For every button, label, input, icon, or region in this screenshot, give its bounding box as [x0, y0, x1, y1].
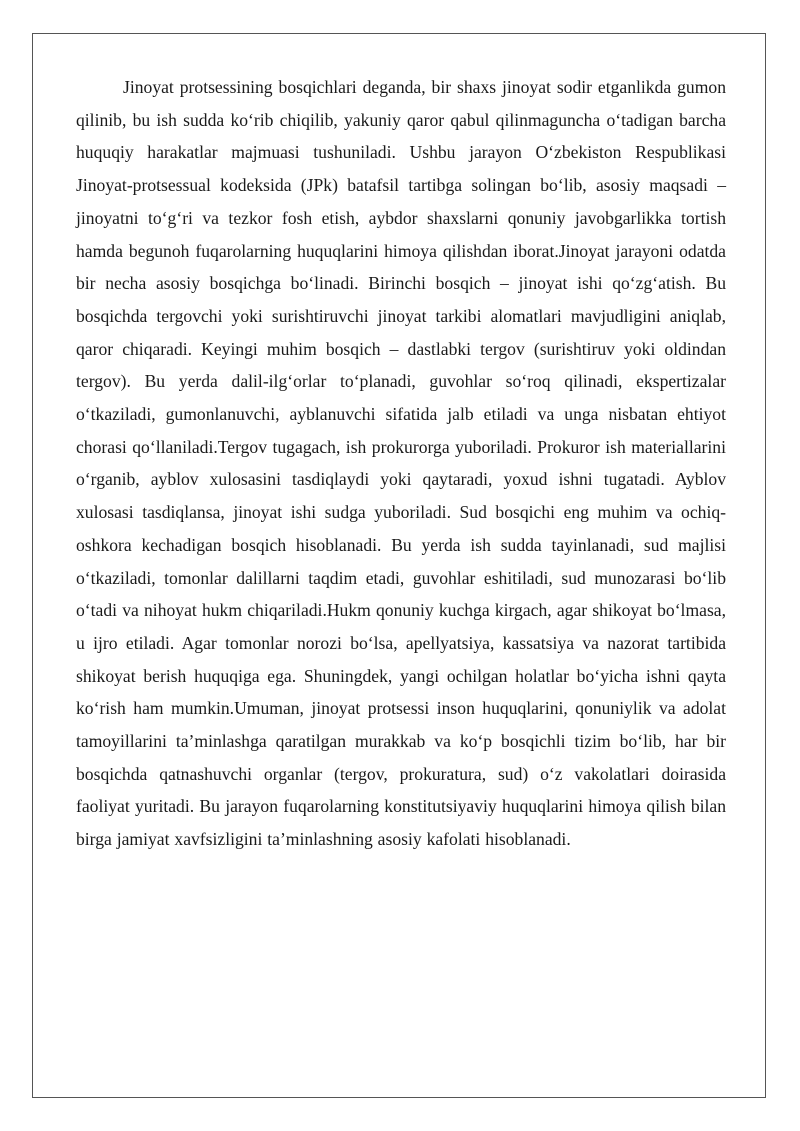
- body-paragraph: Jinoyat protsessining bosqichlari deganda, bir shaxs jinoyat sodir etganlikda gumon qilinib, bu ish sudda ko‘rib chiqilib, yakuniy qaror qabul qilinmaguncha o‘tadigan barcha huquqiy harakatlar majmuasi tushuniladi. Ushbu jarayon O‘zbekiston Respublikasi Jinoyat-protsessual kodeksida (JPk) batafsil tartibga solingan bo‘lib, asosiy maqsadi – jinoyatni to‘g‘ri va tezkor fosh etish, aybdor shaxslarni qonuniy javobgarlikka tortish hamda begunoh fuqarolarning huquqlarini himoya qilishdan iborat.Jinoyat jarayoni odatda bir necha asosiy bosqichga bo‘linadi. Birinchi bosqich – jinoyat ishi qo‘zg‘atish. Bu bosqichda tergovchi yoki surishtiruvchi jinoyat tarkibi alomatlari mavjudligini aniqlab, qaror chiqaradi. Keyingi muhim bosqich – dastlabki tergov (surishtiruv yoki oldindan tergov). Bu yerda dalil-ilg‘orlar to‘planadi, guvohlar so‘roq qilinadi, ekspertizalar o‘tkaziladi, gumonlanuvchi, ayblanuvchi sifatida jalb etiladi va unga nisbatan ehtiyot chorasi qo‘llaniladi.Tergov tugagach, ish prokurorga yuboriladi. Prokuror ish materiallarini o‘rganib, ayblov xulosasini tasdiqlaydi yoki qaytaradi, yoxud ishni tugatadi. Ayblov xulosasi tasdiqlansa, jinoyat ishi sudga yuboriladi. Sud bosqichi eng muhim va ochiq-oshkora kechadigan bosqich hisoblanadi. Bu yerda ish sudda tayinlanadi, sud majlisi o‘tkaziladi, tomonlar dalillarni taqdim etadi, guvohlar eshitiladi, sud munozarasi bo‘lib o‘tadi va nihoyat hukm chiqariladi.Hukm qonuniy kuchga kirgach, agar shikoyat bo‘lmasa, u ijro etiladi. Agar tomonlar norozi bo‘lsa, apellyatsiya, kassatsiya va nazorat tartibida shikoyat berish huquqiga ega. Shuningdek, yangi ochilgan holatlar bo‘yicha ishni qayta ko‘rish ham mumkin.Umuman, jinoyat protsessi inson huquqlarini, qonuniylik va adolat tamoyillarini ta’minlashga qaratilgan murakkab va ko‘p bosqichli tizim bo‘lib, har bir bosqichda qatnashuvchi organlar (tergov, prokuratura, sud) o‘z vakolatlari doirasida faoliyat yuritadi. Bu jarayon fuqarolarning konstitutsiyaviy huquqlarini himoya qilish bilan birga jamiyat xavfsizligini ta’minlashning asosiy kafolati hisoblanadi.: [76, 77, 726, 850]
